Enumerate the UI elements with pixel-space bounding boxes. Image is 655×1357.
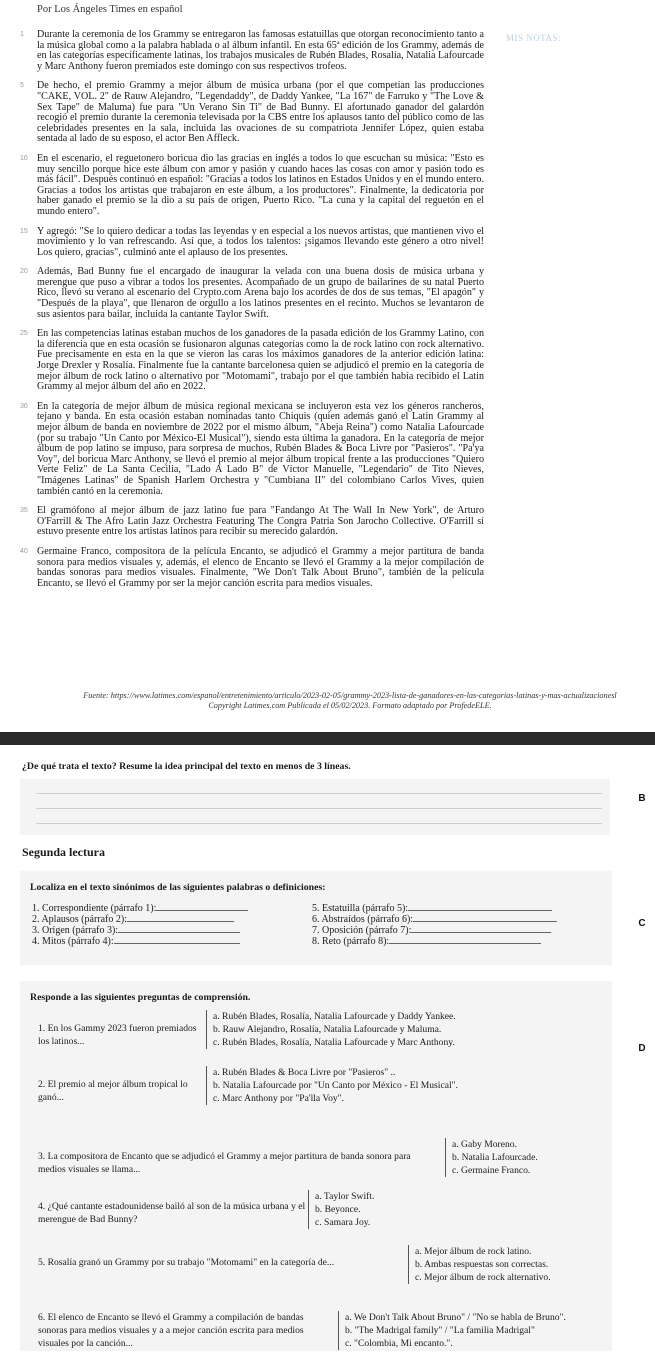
line-number: 15	[20, 227, 28, 235]
worksheet-page	[0, 745, 655, 1357]
synonyms-prompt: Localiza en el texto sinónimos de las siguientes palabras o definiciones:	[30, 882, 326, 893]
option-b[interactable]: b. Natalia Lafourcade.	[452, 1152, 538, 1163]
answer-line	[36, 808, 602, 809]
synonym-label: 8. Reto (párrafo 8):	[312, 936, 390, 947]
summary-answer-box[interactable]	[20, 779, 610, 835]
question-3: 3. La compositora de Encanto que se adjudicó el Grammy a mejor partitura de banda sonora para medios visuales se llama...	[38, 1151, 411, 1175]
synonym-label: 6. Abstraídos (párrafo 6):	[312, 914, 414, 925]
option-c[interactable]: c. Rubén Blades, Rosalía, Natalia Lafourcade y Marc Anthony.	[213, 1037, 455, 1048]
synonym-item-8[interactable]	[312, 935, 541, 947]
option-c[interactable]: c. Germaine Franco.	[452, 1165, 531, 1176]
answer-blank[interactable]	[408, 902, 552, 911]
option-b[interactable]: b. Beyonce.	[315, 1204, 361, 1215]
paragraph-3	[20, 152, 484, 218]
line-number: 10	[20, 154, 28, 162]
answer-blank[interactable]	[389, 935, 541, 944]
paragraph-7	[20, 400, 484, 497]
line-number: 1	[20, 31, 24, 38]
section-d-marker: D	[629, 1035, 655, 1061]
question-6-options	[338, 1311, 566, 1350]
line-number: 5	[20, 82, 24, 90]
answer-line	[36, 823, 602, 824]
paragraph-text: Además, Bad Bunny fue el encargado de inaugurar la velada con una buena dosis de música urbana y merengue que puso a vibrar a todos los presentes. Acompañado de un grupo de bailarines de su natal Puerto Rico, llevó su verano al escenario del Crypto.com Arena bajo los acordes de dos de sus temas, "El apagón" y "Después de la playa", que llenaron de orgullo a los latinos presentes en el recinto. Muchos se levantaron de sus asientos para bailar, incluida la cantante Taylor Swift.	[37, 266, 484, 320]
question-1: 1. En los Gammy 2023 fueron premiados los latinos...	[38, 1023, 197, 1047]
answer-blank[interactable]	[156, 902, 248, 911]
paragraph-text: Germaine Franco, compositora de la película Encanto, se adjudicó el Grammy a mejor partitura de banda sonora para medios visuales y, además, el elenco de Encanto se llevó el Grammy a la mejor compilación de bandas sonoras para medios visuales. Finalmente, "We Don't Talk About Bruno", también de la película Encanto, se llevó el Grammy por ser la mejor canción escrita para medios visuales.	[37, 545, 484, 589]
source-title: Por Los Ángeles Times en español	[37, 4, 183, 15]
option-c[interactable]: c. Samara Joy.	[315, 1217, 371, 1228]
line-number: 30	[20, 402, 28, 410]
paragraph-5	[20, 266, 484, 320]
paragraph-2	[20, 80, 484, 145]
paragraph-text: En la categoría de mejor álbum de música regional mexicana se incluyeron esta vez los géneros rancheros, tejano y banda. En esta ocasión estaban nominadas tanto Chiquis (quien además ganó el Latin Grammy al mejor álbum de banda en noviembre de 2022 por el mismo álbum, "Abeja Reina") como Natalia Lafourcade (por su trabajo "Un Canto por México-El Musical"), siendo esta última la ganadora. En la categoría de mejor álbum de pop latino se impuso, para sorpresa de muchos, Rubén Blades & Boca Livre por "Pasieros". "Pa'ya Voy", del boricua Marc Anthony, se llevó el premio al mejor álbum tropical frente a las producciones "Quiero Verte Feliz" de La Santa Cecilia, "Lado A Lado B" de Víctor Manuelle, "Legendario" de Tito Nieves, "Imágenes Latinas" de Spanish Harlem Orchestra y "Cumbiana II" del colombiano Carlos Vives, quien también cantó en la ceremonia.	[37, 400, 484, 497]
line-number: 25	[20, 330, 28, 338]
paragraph-9	[20, 545, 484, 589]
option-b[interactable]: b. Ambas respuestas son correctas.	[415, 1259, 549, 1270]
paragraph-8	[20, 505, 484, 538]
paragraph-1	[20, 29, 484, 72]
option-a[interactable]: a. Taylor Swift.	[315, 1191, 375, 1202]
question-2: 2. El premio al mejor álbum tropical lo ganó...	[38, 1079, 188, 1103]
synonym-item-4[interactable]	[32, 935, 240, 947]
section-b-marker: B	[629, 785, 655, 811]
question-6: 6. El elenco de Encanto se llevó el Grammy a compilación de bandas sonoras para medios visuales y a a mejor canción escrita para medios visuales por la canción...	[38, 1312, 304, 1349]
answer-blank[interactable]	[411, 924, 551, 933]
comprehension-prompt: Responde a las siguientes preguntas de comprensión.	[30, 992, 251, 1003]
paragraph-6	[20, 328, 484, 393]
paragraph-4	[20, 225, 484, 259]
option-a[interactable]: a. Rubén Blades, Rosalía, Natalia Lafourcade y Daddy Yankee.	[213, 1011, 456, 1022]
option-a[interactable]: a. Gaby Moreno.	[452, 1139, 518, 1150]
synonym-label: 4. Mitos (párrafo 4):	[32, 936, 114, 947]
question-4-options	[308, 1190, 374, 1229]
answer-blank[interactable]	[114, 935, 240, 944]
option-c[interactable]: c. Mejor álbum de rock alternativo.	[415, 1272, 551, 1283]
article-body	[20, 29, 484, 598]
paragraph-text: El gramófono al mejor álbum de jazz latino fue para "Fandango At The Wall In New York", de Arturo O'Farrill & The Afro Latin Jazz Orchestra Featuring The Congra Patria Son Jarocho Collective. O'Farrill sí estuvo presente entre los artistas latinos para recibir su merecido galardón.	[37, 505, 484, 538]
question-4: 4. ¿Qué cantante estadounidense bailó al son de la música urbana y el merengue de Bad Bunny?	[38, 1201, 306, 1225]
option-c[interactable]: c. Marc Anthony por "Pa'lla Voy".	[213, 1093, 344, 1104]
line-number: 35	[20, 507, 28, 515]
synonym-label: 3. Origen (párrafo 3):	[32, 925, 119, 936]
option-b[interactable]: b. Rauw Alejandro, Rosalía, Natalia Lafourcade y Maluma.	[213, 1024, 442, 1035]
synonym-label: 2. Aplausos (párrafo 2):	[32, 914, 127, 925]
question-1-options	[206, 1010, 456, 1049]
answer-blank[interactable]	[127, 913, 234, 922]
paragraph-text: Durante la ceremonia de los Grammy se entregaron las famosas estatuillas que otorgan reconocimiento tanto a la música global como a la palabra hablada o al álbum infantil. En esta 65ª edición de los Grammy, además de en las categorías específicamente latinas, los trabajos musicales de Rubén Blades, Rosalía, Natalia Lafourcade y Marc Anthony fueron premiados este domingo con sus respectivos trofeos.	[37, 29, 484, 72]
question-2-options	[206, 1066, 458, 1105]
paragraph-text: De hecho, el premio Grammy a mejor álbum de música urbana (por el que competían las producciones "CAKE, VOL. 2" de Rauw Alejandro, "Legendaddy", de Daddy Yankee, "La 167" de Farruko y "The Love & Sex Tape" de Maluma) fue para "Un Verano Sin Ti" de Bad Bunny. El afortunado ganador del galardón recogió el premio durante la ceremonia televisada por la CBS entre los aplausos tanto del público como de las celebridades presentes en la sala, incluida las ovaciones de su compatriota Jennifer López, quien estaba sentada al lado de su esposo, el actor Ben Affleck.	[37, 80, 484, 145]
option-a[interactable]: a. Mejor álbum de rock latino.	[415, 1246, 532, 1257]
option-a[interactable]: a. We Don't Talk About Bruno" / "No se habla de Bruno".	[345, 1312, 566, 1323]
answer-line	[36, 793, 602, 794]
line-number: 20	[20, 268, 28, 276]
answer-blank[interactable]	[118, 924, 240, 933]
summary-prompt: ¿De qué trata el texto? Resume la idea principal del texto en menos de 3 líneas.	[22, 761, 351, 772]
answer-blank[interactable]	[413, 913, 557, 922]
synonym-label: 7. Oposición (párrafo 7):	[312, 925, 412, 936]
option-b[interactable]: b. Natalia Lafourcade por "Un Canto por México - El Musical".	[213, 1080, 458, 1091]
synonym-label: 5. Estatuilla (párrafo 5):	[312, 903, 409, 914]
question-5-options	[408, 1245, 551, 1284]
synonym-label: 1. Correspondiente (párrafo 1):	[32, 903, 157, 914]
notes-label: MIS NOTAS:	[506, 33, 562, 43]
section-c-marker: C	[629, 910, 655, 936]
question-3-options	[445, 1138, 538, 1177]
second-reading-title: Segunda lectura	[22, 845, 106, 859]
paragraph-text: En las competencias latinas estaban muchos de los ganadores de la pasada edición de los Grammy Latino, con la diferencia que en esta ocasión se fusionaron algunas categorías como la de rock latino con rock alternativo. Fue precisamente en esta en la que se vieron las caras los máximos ganadores de la anterior edición latina: Jorge Drexler y Rosalía. Finalmente fue la cantante barcelonesa quien se adjudicó el premio en la categoría de mejor álbum de rock latino o alternativo por "Motomami", trabajo por el que también había recibido el Latin Grammy al mejor álbum del año en 2022.	[37, 328, 484, 393]
option-a[interactable]: a. Rubén Blades & Boca Livre por "Pasieros" ..	[213, 1067, 396, 1078]
question-5: 5. Rosalía granó un Grammy por su trabajo "Motomami" en la categoría de...	[38, 1257, 335, 1268]
option-c[interactable]: c. "Colombia, Mi encanto.".	[345, 1338, 453, 1349]
paragraph-text: En el escenario, el reguetonero boricua dio las gracias en inglés a todos lo que escuchan su música: "Esto es muy sencillo porque hice este álbum con amor y pasión y cuando haces las cosas con amor y pasión todo es más fácil". Después continuó en español: "Gracias a todos los latinos en Estados Unidos y en el mundo entero. Gracias a todos los artistas que trabajaron en este álbum, a los productores". Finalmente, la dedicatoria por haber ganado el premio se la dio a su país de origen, Puerto Rico. "La cuna y la capital del reguetón en el mundo entero".	[37, 152, 484, 217]
option-b[interactable]: b. "The Madrigal family" / "La familia Madrigal"	[345, 1325, 535, 1336]
line-number: 40	[20, 547, 28, 555]
article-source-note: Fuente: https://www.latimes.com/espanol/entretenimiento/articulo/2023-02-05/grammy-2023-lista-de-ganadores-en-las-categorias-latinas-y-mas-actualizacionesl Copyright Latimes.com Publicada el 05/02/2023. Formato adaptado por ProfedeELE.	[83, 691, 617, 710]
paragraph-text: Y agregó: "Se lo quiero dedicar a todas las leyendas y en especial a los nuevos artistas, que mantienen vivo el movimiento y lo van refrescando. Así que, a todos los talentos: ¡sigamos llevando este género a otro nivel! Los quiero, gracias", culminó ante el aplauso de los presentes.	[37, 225, 484, 258]
